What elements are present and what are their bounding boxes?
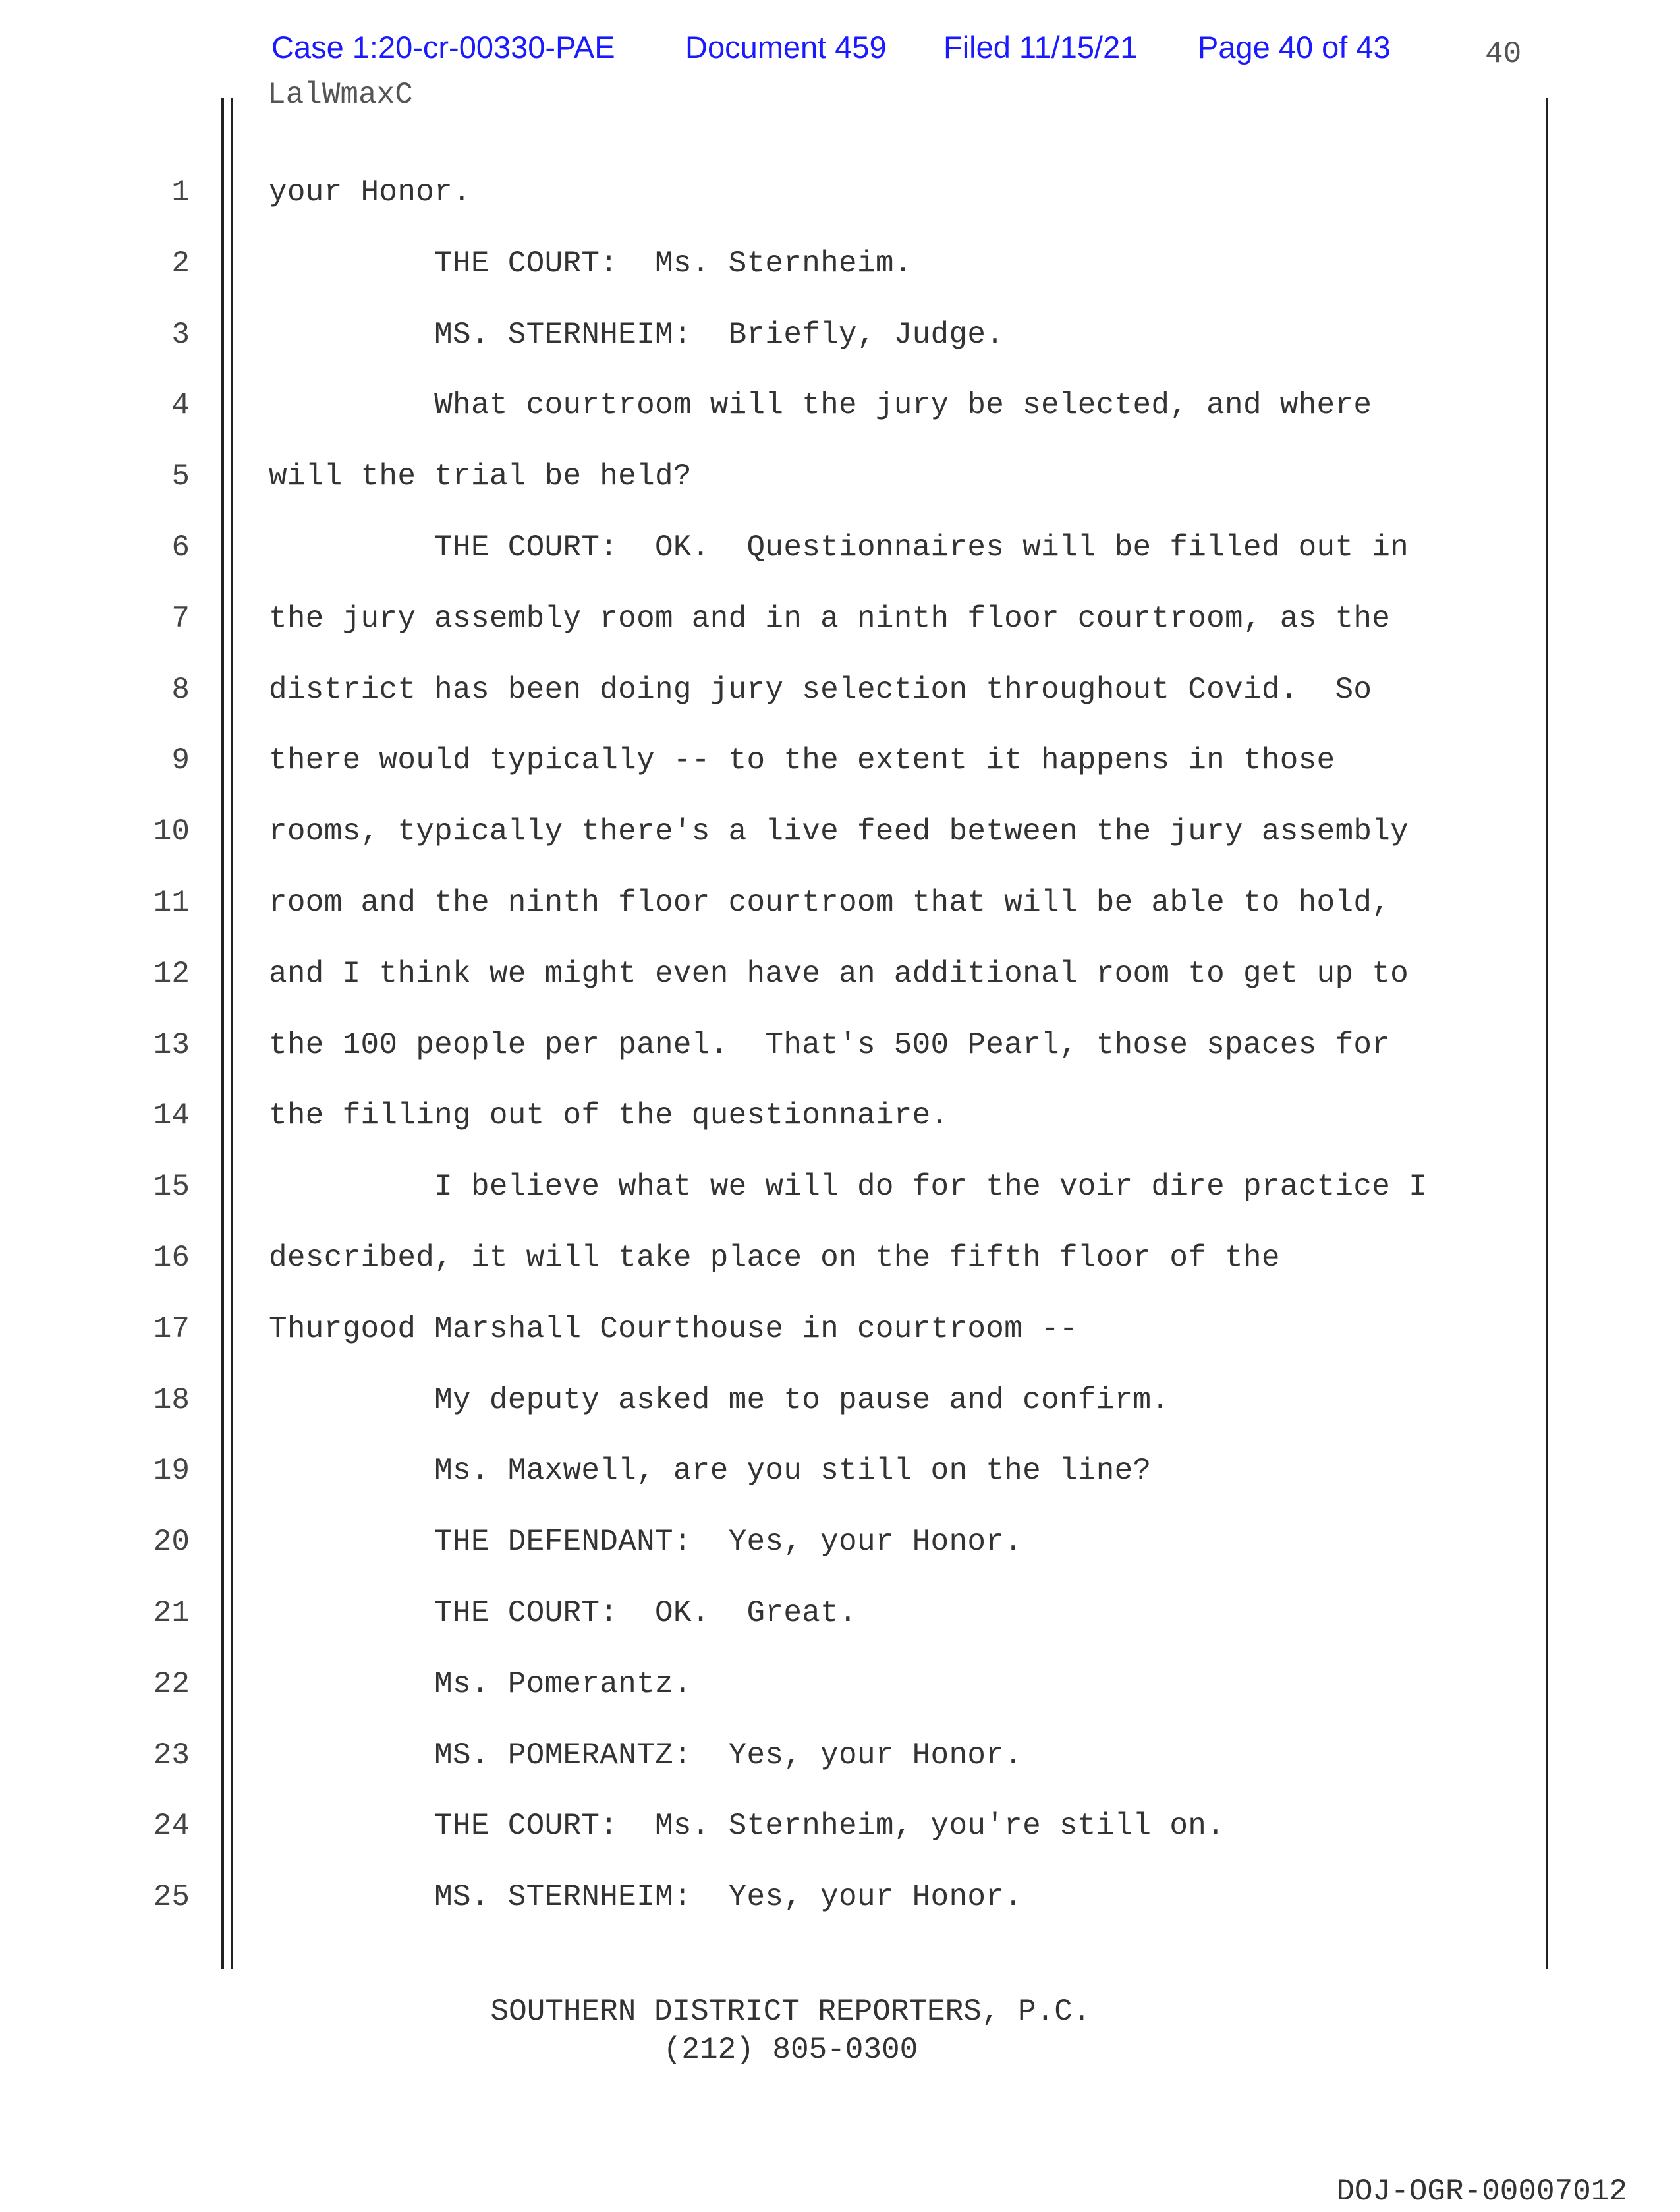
line-number: 3	[171, 318, 190, 352]
line-number: 17	[153, 1312, 190, 1346]
transcript-line: I believe what we will do for the voir dire practice I	[269, 1170, 1427, 1204]
line-number: 22	[153, 1667, 190, 1701]
case-number: Case 1:20-cr-00330-PAE	[271, 30, 615, 65]
transcript-line: the filling out of the questionnaire.	[269, 1098, 949, 1133]
transcript-line: the jury assembly room and in a ninth floor courtroom, as the	[269, 602, 1391, 636]
line-number: 10	[153, 814, 190, 849]
line-number: 6	[171, 530, 190, 565]
line-number: 21	[153, 1596, 190, 1630]
transcript-line: the 100 people per panel. That's 500 Pearl, those spaces for	[269, 1028, 1391, 1062]
transcript-line: What courtroom will the jury be selected, and where	[269, 388, 1372, 422]
page-of-total: Page 40 of 43	[1198, 30, 1391, 65]
reporter-name: SOUTHERN DISTRICT REPORTERS, P.C.	[490, 1995, 1091, 2029]
transcript-line: rooms, typically there's a live feed between the jury assembly	[269, 814, 1409, 849]
bates-number: DOJ-OGR-00007012	[1336, 2174, 1627, 2209]
line-number: 13	[153, 1028, 190, 1062]
transcript-line: MS. POMERANTZ: Yes, your Honor.	[269, 1738, 1023, 1772]
transcript-line: Ms. Maxwell, are you still on the line?	[269, 1454, 1152, 1488]
line-number: 7	[171, 602, 190, 636]
line-number: 15	[153, 1170, 190, 1204]
transcript-line: and I think we might even have an additional room to get up to	[269, 957, 1409, 991]
line-number: 16	[153, 1241, 190, 1275]
line-number: 2	[171, 246, 190, 281]
transcript-line: THE COURT: Ms. Sternheim.	[269, 246, 912, 281]
transcript-header-id: LalWmaxC	[267, 78, 413, 112]
right-margin-rule	[1546, 98, 1548, 1969]
reporter-footer	[0, 1993, 1581, 2069]
document-number: Document 459	[685, 30, 887, 65]
line-number: 23	[153, 1738, 190, 1772]
left-margin-rule-inner	[231, 98, 233, 1969]
line-number: 18	[153, 1383, 190, 1417]
transcript-line: described, it will take place on the fifth floor of the	[269, 1241, 1280, 1275]
transcript-line: My deputy asked me to pause and confirm.	[269, 1383, 1170, 1417]
transcript-line: THE COURT: OK. Great.	[269, 1596, 857, 1630]
transcript-line: Ms. Pomerantz.	[269, 1667, 692, 1701]
left-margin-rule-outer	[221, 98, 224, 1969]
line-number: 5	[171, 459, 190, 494]
transcript-line: Thurgood Marshall Courthouse in courtroom --	[269, 1312, 1078, 1346]
transcript-line: THE COURT: OK. Questionnaires will be filled out in	[269, 530, 1409, 565]
line-number: 4	[171, 388, 190, 422]
court-filing-stamp	[0, 29, 1680, 75]
transcript-line: room and the ninth floor courtroom that will be able to hold,	[269, 886, 1391, 920]
reporter-phone: (212) 805-0300	[663, 2033, 918, 2067]
transcript-line: MS. STERNHEIM: Yes, your Honor.	[269, 1880, 1023, 1914]
line-number: 24	[153, 1809, 190, 1843]
line-number: 14	[153, 1098, 190, 1133]
transcript-page-number: 40	[1485, 37, 1522, 71]
line-number: 1	[171, 175, 190, 210]
line-number: 25	[153, 1880, 190, 1914]
line-number: 8	[171, 673, 190, 707]
line-number: 19	[153, 1454, 190, 1488]
transcript-line: district has been doing jury selection throughout Covid. So	[269, 673, 1372, 707]
line-number: 11	[153, 886, 190, 920]
filed-date: Filed 11/15/21	[943, 30, 1138, 65]
line-number: 12	[153, 957, 190, 991]
transcript-line: THE DEFENDANT: Yes, your Honor.	[269, 1525, 1023, 1559]
transcript-line: THE COURT: Ms. Sternheim, you're still on.	[269, 1809, 1225, 1843]
transcript-line: MS. STERNHEIM: Briefly, Judge.	[269, 318, 1005, 352]
transcript-line: your Honor.	[269, 175, 471, 210]
transcript-line: there would typically -- to the extent it happens in those	[269, 743, 1335, 778]
transcript-line: will the trial be held?	[269, 459, 692, 494]
line-number: 9	[171, 743, 190, 778]
line-number: 20	[153, 1525, 190, 1559]
